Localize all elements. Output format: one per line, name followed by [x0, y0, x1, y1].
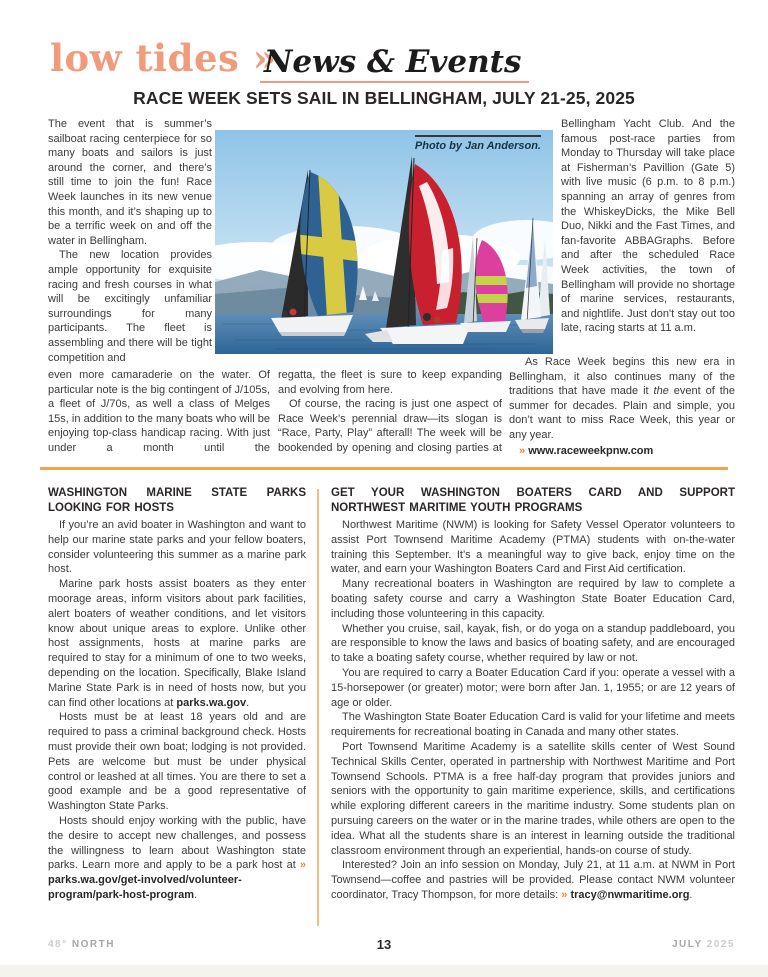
paragraph: even more camaraderie on the water. Of particular note is the big contingent of J/105s, a fleet of J/70s, as well a class of Melges 15s, in addition to the many boats who will be enjoying top-class handicap racing. With just under a month until the [48, 369, 270, 454]
paragraph-text: Hosts should enjoy working with the public, have the desire to accept new challenges, and possess the willingness to learn about Washington state parks. Learn more and apply to be a park host at [48, 814, 306, 872]
section-divider [40, 467, 728, 470]
double-chevron-icon: » [299, 859, 306, 872]
footer-month: JULY [672, 939, 703, 950]
article-headline: RACE WEEK SETS SAIL IN BELLINGHAM, JULY 21-25, 2025 [133, 88, 635, 108]
paragraph: Port Townsend Maritime Academy is a satellite skills center of West Sound Technical Skills Center, operated in partnership with Northwest Maritime and Port Townsend Schools. PTMA is a free half-day program that provides juniors and seniors with the opportunity to gain maritime experience, skills, and certifications while exploring different careers in the maritime industry. Some students plan on pursuing careers on the water or in the marine trades, while others are open to the idea. What all the students share is an interest in learning outside the traditional classroom environment through an experiential, hands-on course of study. [331, 740, 735, 857]
parks-wa-gov-link[interactable]: parks.wa.gov [176, 696, 247, 709]
email-link[interactable]: tracy@nwmaritime.org [570, 888, 690, 901]
article-marine-parks-heading: WASHINGTON MARINE STATE PARKS LOOKING FOR HOSTS [48, 487, 306, 514]
paragraph [48, 814, 306, 903]
paragraph: The event that is summer’s sailboat racing centerpiece for so many boats and sailors is just around the corner, and there’s still time to join the fun! Race Week launches in its new venue this month, and it’s shaping up to be a terrific week on and off the water in Bellingham. [48, 118, 212, 247]
paragraph [509, 355, 735, 443]
photo-credit [415, 135, 541, 152]
page-number: 13 [376, 937, 392, 952]
paragraph: Northwest Maritime (NWM) is looking for Safety Vessel Operator volunteers to assist Port Townsend Maritime Academy (PTMA) students with on-the-water training this September. It’s a meaningful way to give back, enjoy time on the water, and earn your Washington Boaters Card and First Aid certification. [331, 519, 735, 576]
feature-col3-top [561, 117, 735, 336]
park-host-program-link[interactable]: parks.wa.gov/get-involved/volunteer-program/park-host-program [48, 874, 242, 901]
double-chevron-icon: » [519, 444, 526, 457]
article-boaters-card [331, 486, 735, 903]
feature-col2-bottom [278, 368, 502, 456]
paragraph: regatta, the fleet is sure to keep expanding and evolving from here. [278, 369, 502, 396]
double-chevron-icon: » [561, 888, 568, 901]
paragraph: Hosts must be at least 18 years old and are required to pass a criminal background check. Hosts must provide their own boat; lodging is not provided. Pets are welcome but must be under physical control or leashed at all times. You are there to set a good example and be a good representative of Washington State Parks. [48, 711, 306, 813]
paragraph: The Washington State Boater Education Card is valid for your lifetime and meets requirements for recreational boating in Canada and many other states. [331, 711, 735, 739]
page-edge [0, 965, 768, 977]
raceweek-link[interactable]: www.raceweekpnw.com [528, 444, 654, 457]
photo-credit-text: Photo by Jan Anderson. [414, 140, 541, 152]
paragraph: Bellingham Yacht Club. And the famous post-race parties from Monday to Thursday will take place at Fisherman’s Pavillion (Gate 5) with live music (6 p.m. to 8 p.m.) spanning an array of genres from the WhiskeyDicks, the Mike Bell Duo, Nikki and the Fast Times, and fan-favorite ABBAGraphs. Before and after the scheduled Race Week activities, the town of Bellingham will provide no shortage of marine services, restaurants, and nightlife. Just don't stay out too late, racing starts at 11 a.m. [561, 118, 735, 335]
feature-photo [215, 130, 553, 354]
paragraph: If you’re an avid boater in Washington and want to help our marine state parks and your fellow boaters, consider volunteering this summer as a marine park host. [48, 519, 306, 576]
paragraph-text: Marine park hosts assist boaters as they enter moorage areas, inform visitors about park facilities, alert boaters of weather conditions, and let visitors know about unique areas to explore. Unlike other host assignments, hosts at marine parks are required to stay for a minimum of one to two weeks, depending on the location. Specifically, Blake Island Marine State Park is in need of hosts now, but you can find other locations at [48, 578, 306, 709]
paragraph-text: Interested? Join an info session on Monday, July 21, at 11 a.m. at NWM in Port Townsend—coffee and pastries will be provided. Please contact NWM volunteer coordinator, Tracy Thompson, for more details: [331, 859, 735, 901]
column-divider [317, 489, 319, 926]
page-footer [0, 937, 768, 953]
paragraph: Many recreational boaters in Washington are required by law to complete a boating safety course and carry a Washington State Boater Education Card, including those volunteering in this capacity. [331, 578, 735, 620]
article-boaters-card-heading: GET YOUR WASHINGTON BOATERS CARD AND SUPPORT NORTHWEST MARITIME YOUTH PROGRAMS [331, 487, 735, 514]
section-title: News & Events [260, 44, 529, 83]
footer-brand-name: NORTH [71, 939, 115, 950]
paragraph [331, 858, 735, 902]
feature-col1-bottom [48, 368, 270, 456]
feature-col3-bottom [509, 355, 735, 458]
paragraph [48, 577, 306, 710]
emphasized-word: the [653, 385, 669, 398]
article-marine-parks [48, 486, 306, 903]
paragraph: Whether you cruise, sail, kayak, fish, or do yoga on a standup paddleboard, you are responsible to know the laws and basics of boating safety, and are encouraged to take a boating safety course, whether required by law or not. [331, 622, 735, 665]
paragraph: The new location provides ample opportunity for exquisite racing and fresh courses in what will be excitingly unfamiliar surroundings for many participants. The fleet is assembling and there will be tight competition and [48, 249, 212, 364]
paragraph-text: . [194, 888, 198, 901]
paragraph: You are required to carry a Boater Education Card if you: operate a vessel with a 15-horsepower (or greater) motor; were born after Jan. 1, 1955; or are 12 years of age or older. [331, 666, 735, 709]
section-label: low tides » [50, 36, 277, 80]
paragraph-text: . [689, 888, 693, 901]
paragraph-text: . [246, 696, 250, 709]
sailboats-photo-illustration [215, 130, 553, 354]
feature-col1-top [48, 117, 212, 365]
footer-brand-degree: 48° [48, 939, 68, 950]
feature-link-line [509, 444, 735, 459]
paragraph: Of course, the racing is just one aspect of Race Week’s perennial draw—its slogan is “Race, Party, Play” afterall! The week will be bookended by opening and closing parties at [278, 398, 502, 454]
footer-brand [48, 939, 115, 950]
paragraph-text: As Race Week begins this new era in Bellingham, it also continues many of the traditions that have made it [509, 356, 735, 398]
footer-year: 2025 [706, 939, 735, 950]
paragraph-text: event of the summer for decades. Plain and simple, you don’t want to miss Race Week, this year or any year. [509, 385, 736, 441]
footer-date [672, 939, 735, 950]
